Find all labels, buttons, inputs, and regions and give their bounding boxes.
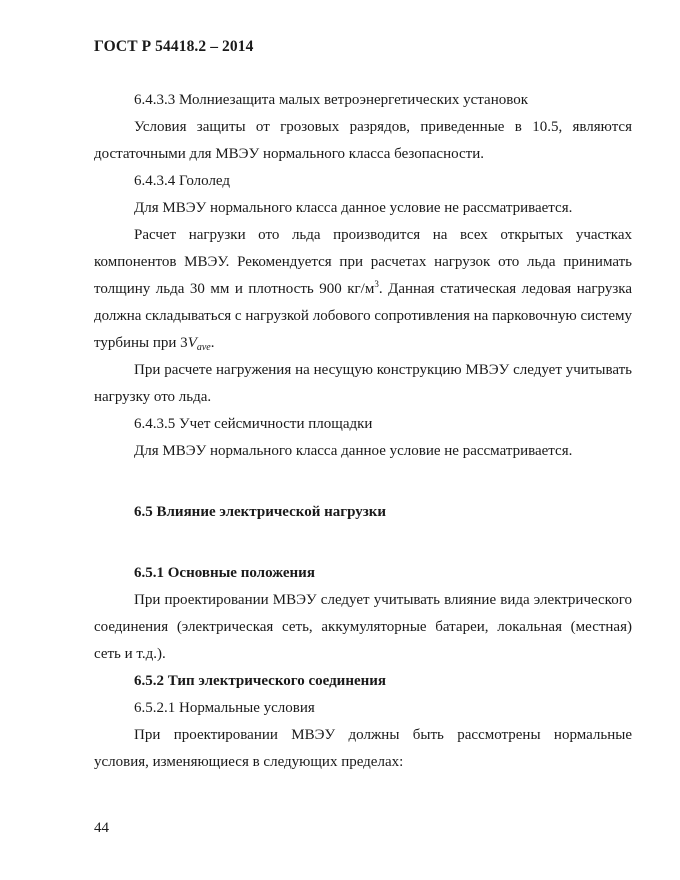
document-header: ГОСТ Р 54418.2 – 2014 (94, 38, 254, 55)
page-number: 44 (94, 820, 109, 836)
section-6-5-title: 6.5 Влияние электрической нагрузки (134, 504, 387, 520)
section-6-4-3-4-title: 6.4.3.4 Гололед (134, 173, 231, 189)
v-ave-symbol (188, 335, 211, 351)
ice-load-text-part-2: . Данная статическая ледовая нагрузка должна складываться с нагрузкой лобового сопротивления на парковочную систему турбины при 3 (94, 281, 632, 351)
section-6-4-3-5-paragraph: Для МВЭУ нормального класса данное условие не рассматривается. (134, 443, 573, 459)
section-6-4-3-4-paragraph-2 (94, 222, 632, 357)
ave-subscript: ave (196, 342, 211, 353)
section-6-5-1-title: 6.5.1 Основные положения (134, 565, 315, 581)
ice-load-text-part-1: Расчет нагрузки ото льда производится на всех открытых участках компонентов МВЭУ. Рекомендуется при расчетах нагрузок ото льда принимать толщину льда 30 мм и плотность 900 кг/м (94, 227, 632, 297)
document-body (94, 87, 632, 776)
section-6-4-3-4-paragraph-1: Для МВЭУ нормального класса данное условие не рассматривается. (134, 200, 573, 216)
ice-load-text-end: . (210, 335, 215, 351)
section-6-5-2-1-title: 6.5.2.1 Нормальные условия (134, 700, 315, 716)
section-6-4-3-4-paragraph-3: При расчете нагружения на несущую конструкцию МВЭУ следует учитывать нагрузку ото льда. (94, 362, 632, 405)
section-6-5-2-title: 6.5.2 Тип электрического соединения (134, 673, 387, 689)
section-spacer (94, 465, 632, 499)
section-spacer (94, 526, 632, 560)
section-6-5-2-1-paragraph: При проектировании МВЭУ должны быть рассмотрены нормальные условия, изменяющиеся в следующих пределах: (94, 727, 632, 770)
section-6-4-3-3-title: 6.4.3.3 Молниезащита малых ветроэнергетических установок (134, 92, 528, 108)
v-symbol: V (187, 335, 197, 351)
section-6-4-3-3-paragraph: Условия защиты от грозовых разрядов, приведенные в 10.5, являются достаточными для МВЭУ нормального класса безопасности. (94, 119, 632, 162)
cubic-superscript: 3 (374, 279, 379, 289)
section-6-4-3-5-title: 6.4.3.5 Учет сейсмичности площадки (134, 416, 373, 432)
section-6-5-1-paragraph: При проектировании МВЭУ следует учитывать влияние вида электрического соединения (электрическая сеть, аккумуляторные батареи, локальная (местная) сеть и т.д.). (94, 592, 632, 662)
